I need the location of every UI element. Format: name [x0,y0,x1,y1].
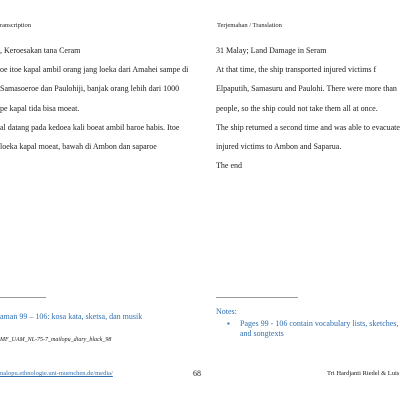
right-line-6: injured victims to Ambon and Saparua. [216,142,342,151]
right-footer-author: Tri Hardjanti Riedel & Luis [327,370,400,377]
right-line-5: The ship returned a second time and was able to evacuate [216,123,400,132]
right-line-3: Elpaputih, Samasuru and Paulohi. There were more than [216,84,397,93]
left-line-1: , Keroesakan tana Ceram [0,46,81,55]
note-item-text: Pages 99 - 106 contain vocabulary lists, sketches, and songtexts [240,319,399,338]
left-footnote: aman 99 – 106: kosa kata, sketsa, dan musik [0,312,143,321]
right-column [200,0,400,400]
left-line-5: al datang pada kedoea kali boeat ambil baroe habis. Itoe [0,123,180,132]
left-source-id: MF_UAM_NL-75-7_mailopu_diary_black_98 [0,337,112,343]
note-list-item [228,319,400,339]
left-footer-link[interactable]: nalopu.ethnologie.uni-muenchen.de/media/ [0,370,113,377]
left-line-2: oe itoe kapal ambil orang jang loeka dari Amahei sampe di [0,65,189,74]
right-line-1: 31 Malay; Land Damage in Seram [216,46,327,55]
right-line-4: people, so the ship could not take them all at once. [216,104,378,113]
left-line-6: loeka kapal moeat, bawah di Ambon dan saparoe [0,142,157,151]
left-line-4: pe kapal tida bisa moeat. [0,104,80,113]
right-line-2: At that time, the ship transported injured victims f [216,65,377,74]
left-line-3: Samasoeroe dan Paulohiji, banjak orang lebih dari 1000 [0,84,180,93]
notes-label: Notes: [216,307,237,316]
page-number: 68 [193,369,201,378]
right-column-header: Terjemahan / Translation [217,22,282,29]
left-footnote-rule [0,297,46,298]
bullet-icon: ▪ [227,319,230,328]
right-line-7: The end [216,161,242,170]
left-column-header: ranscription [0,22,32,29]
right-notes-rule [216,297,298,298]
